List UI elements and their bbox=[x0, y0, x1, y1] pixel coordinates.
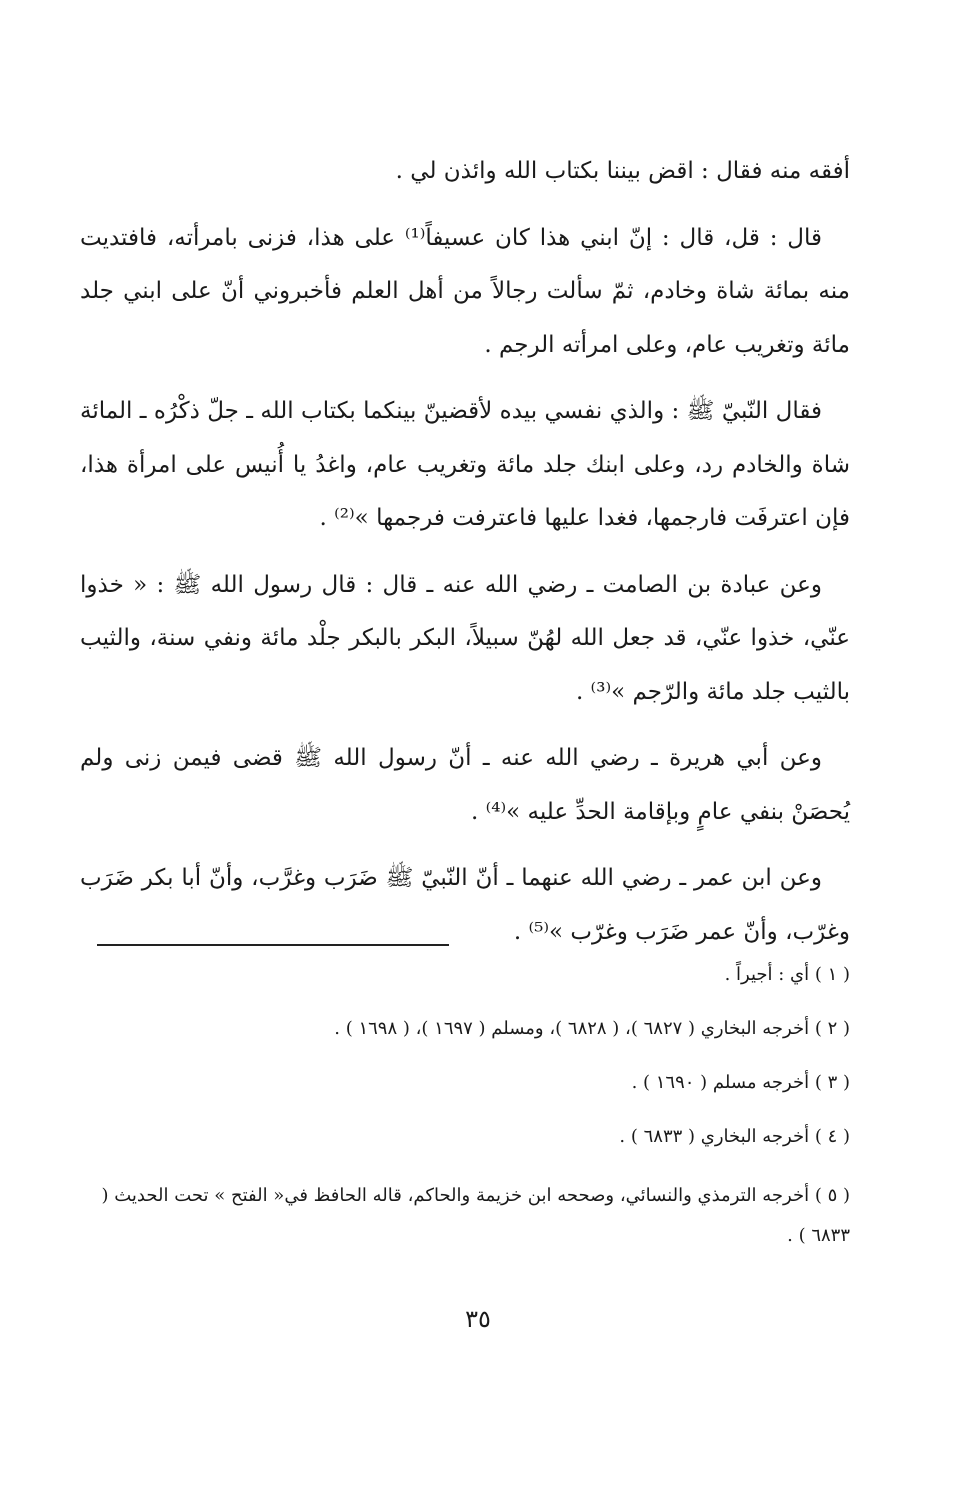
main-text bbox=[80, 145, 850, 972]
footnote: ( ٤ ) أخرجه البخاري ( ٦٨٣٣ ) . bbox=[619, 1126, 850, 1147]
footnote: ( ٣ ) أخرجه مسلم ( ١٦٩٠ ) . bbox=[631, 1072, 850, 1093]
footnote-divider bbox=[97, 944, 449, 946]
paragraph: أفقه منه فقال : اقض بيننا بكتاب الله وائذن لي . bbox=[395, 158, 850, 184]
paragraph: قال : قل، قال : إنّ ابني هذا كان عسيفاً⁽¹⁾ على هذا، فزنى بامرأته، فافتديت منه بمائة شاة وخادم، ثمّ سألت رجالاً من أهل العلم فأخبروني أنّ على ابني جلد مائة وتغريب عام، وعلى امرأته الرجم . bbox=[80, 224, 850, 358]
footnote: ( ١ ) أي : أجيراً . bbox=[724, 964, 850, 985]
footnote: ( ٥ ) أخرجه الترمذي والنسائي، وصححه ابن خزيمة والحاكم، قاله الحافظ في« الفتح » تحت الحديث ( ٦٨٣٣ ) . bbox=[101, 1185, 850, 1246]
paragraph: وعن عبادة بن الصامت ـ رضي الله عنه ـ قال : قال رسول الله ﷺ : « خذوا عنّي، خذوا عنّي، قد جعل الله لهُنّ سبيلاً، البكر بالبكر جلْد مائة ونفي سنة، والثيب بالثيب جلد مائة والرّجم »⁽³⁾ . bbox=[80, 571, 850, 705]
footnotes bbox=[80, 960, 850, 1256]
page-number: ٣٥ bbox=[465, 1305, 491, 1333]
paragraph: وعن أبي هريرة ـ رضي الله عنه ـ أنّ رسول الله ﷺ قضى فيمن زنى ولم يُحصَنْ بنفي عامٍ وبإقامة الحدِّ عليه »⁽⁴⁾ . bbox=[80, 745, 850, 825]
paragraph: وعن ابن عمر ـ رضي الله عنهما ـ أنّ النّبيّ ﷺ ضَرَب وغرَّب، وأنّ أبا بكر ضَرَب وغرّب، وأنّ عمر ضَرَب وغرّب »⁽⁵⁾ . bbox=[80, 865, 850, 945]
footnote: ( ٢ ) أخرجه البخاري ( ٦٨٢٧ )، ( ٦٨٢٨ )، ومسلم ( ١٦٩٧ )، ( ١٦٩٨ ) . bbox=[334, 1018, 850, 1039]
paragraph: فقال النّبيّ ﷺ : والذي نفسي بيده لأقضينّ بينكما بكتاب الله ـ جلّ ذكْرُه ـ المائة شاة والخادم رد، وعلى ابنك جلد مائة وتغريب عام، واغدُ يا أُنيس على امرأة هذا، فإن اعترفَت فارجمها، فغدا عليها فاعترفت فرجمها »⁽²⁾ . bbox=[80, 398, 850, 531]
